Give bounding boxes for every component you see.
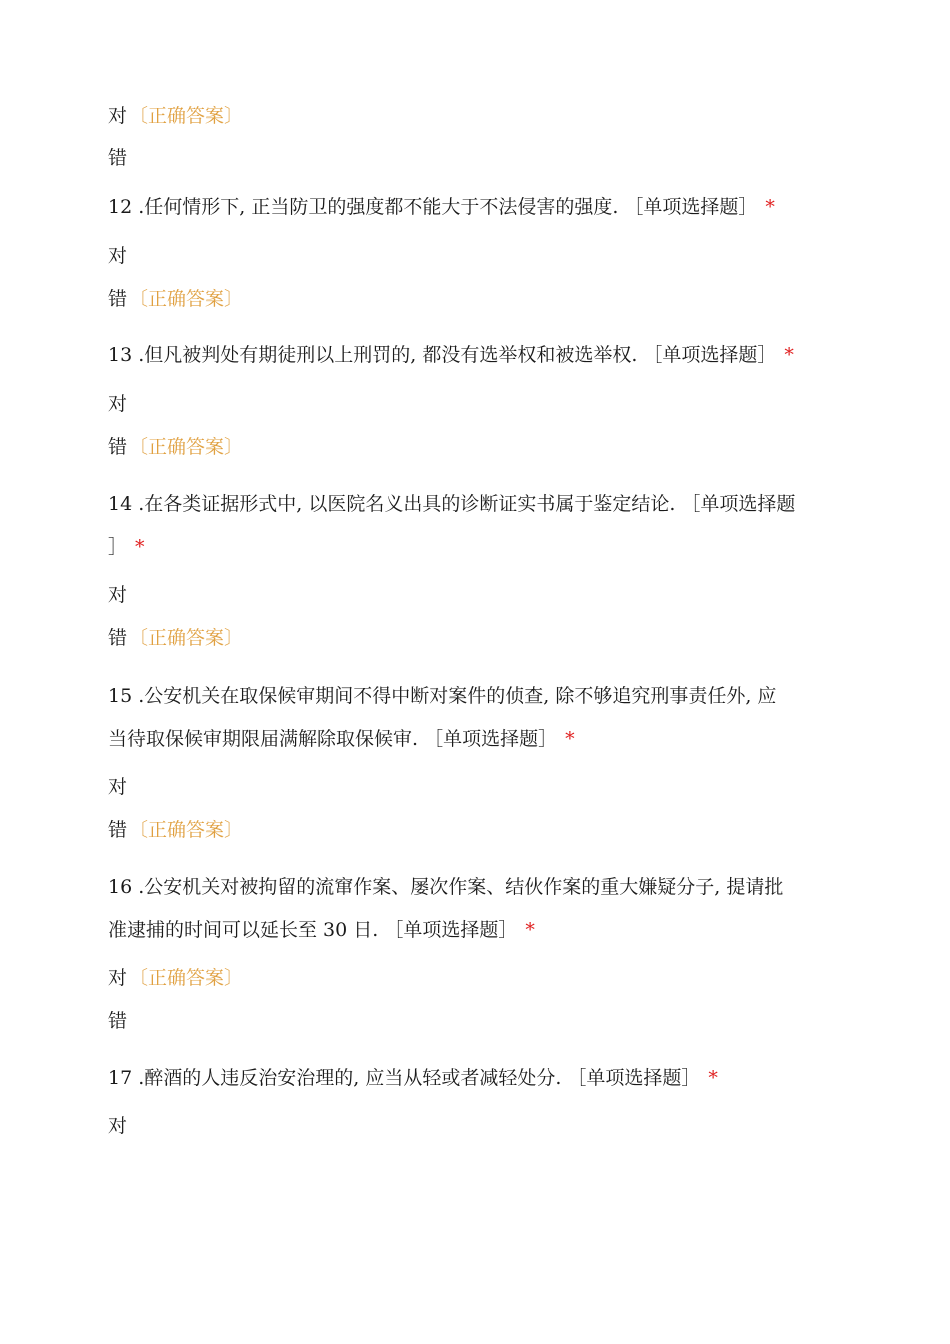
correct-answer-tag: 〔正确答案〕 <box>129 288 244 310</box>
required-mark: * <box>525 919 535 941</box>
required-mark: * <box>765 196 775 218</box>
question-stem-continued: 准逮捕的时间可以延长至 30 日. ［单项选择题］ * <box>108 919 535 941</box>
question-stem: 13 .但凡被判处有期徒刑以上刑罚的, 都没有选举权和被选举权. ［单项选择题］ * <box>108 344 794 366</box>
option-false: 错 〔正确答案〕 <box>108 819 244 841</box>
required-mark: * <box>708 1067 718 1089</box>
correct-answer-tag: 〔正确答案〕 <box>129 819 244 841</box>
question-stem: 17 .醉酒的人违反治安治理的, 应当从轻或者减轻处分. ［单项选择题］ * <box>108 1067 718 1089</box>
required-mark: * <box>135 536 145 558</box>
option-true: 对 <box>108 393 128 415</box>
correct-answer-tag: 〔正确答案〕 <box>129 967 244 989</box>
option-true: 对 <box>108 776 128 798</box>
question-stem: 12 .任何情形下, 正当防卫的强度都不能大于不法侵害的强度. ［单项选择题］ * <box>108 196 775 218</box>
option-true: 对 〔正确答案〕 <box>108 967 244 989</box>
question-stem-continued: ］ * <box>108 536 145 558</box>
option-true: 对 <box>108 584 128 606</box>
option-false: 错 〔正确答案〕 <box>108 436 244 458</box>
option-true: 对 <box>108 245 128 267</box>
question-stem: 14 .在各类证据形式中, 以医院名义出具的诊断证实书属于鉴定结论. ［单项选择题 <box>108 493 796 515</box>
option-false: 错 <box>108 1010 128 1032</box>
option-false: 错 〔正确答案〕 <box>108 288 244 310</box>
option-false: 错 〔正确答案〕 <box>108 627 244 649</box>
required-mark: * <box>565 728 575 750</box>
question-stem: 16 .公安机关对被拘留的流窜作案、屡次作案、结伙作案的重大嫌疑分子, 提请批 <box>108 876 784 898</box>
question-stem-continued: 当待取保候审期限届满解除取保候审. ［单项选择题］ * <box>108 728 575 750</box>
correct-answer-tag: 〔正确答案〕 <box>129 105 244 127</box>
option-true: 对 <box>108 1115 128 1137</box>
question-stem: 15 .公安机关在取保候审期间不得中断对案件的侦查, 除不够追究刑事责任外, 应 <box>108 685 777 707</box>
required-mark: * <box>784 344 794 366</box>
correct-answer-tag: 〔正确答案〕 <box>129 627 244 649</box>
option-false: 错 <box>108 147 128 169</box>
option-true: 对 〔正确答案〕 <box>108 105 244 127</box>
correct-answer-tag: 〔正确答案〕 <box>129 436 244 458</box>
